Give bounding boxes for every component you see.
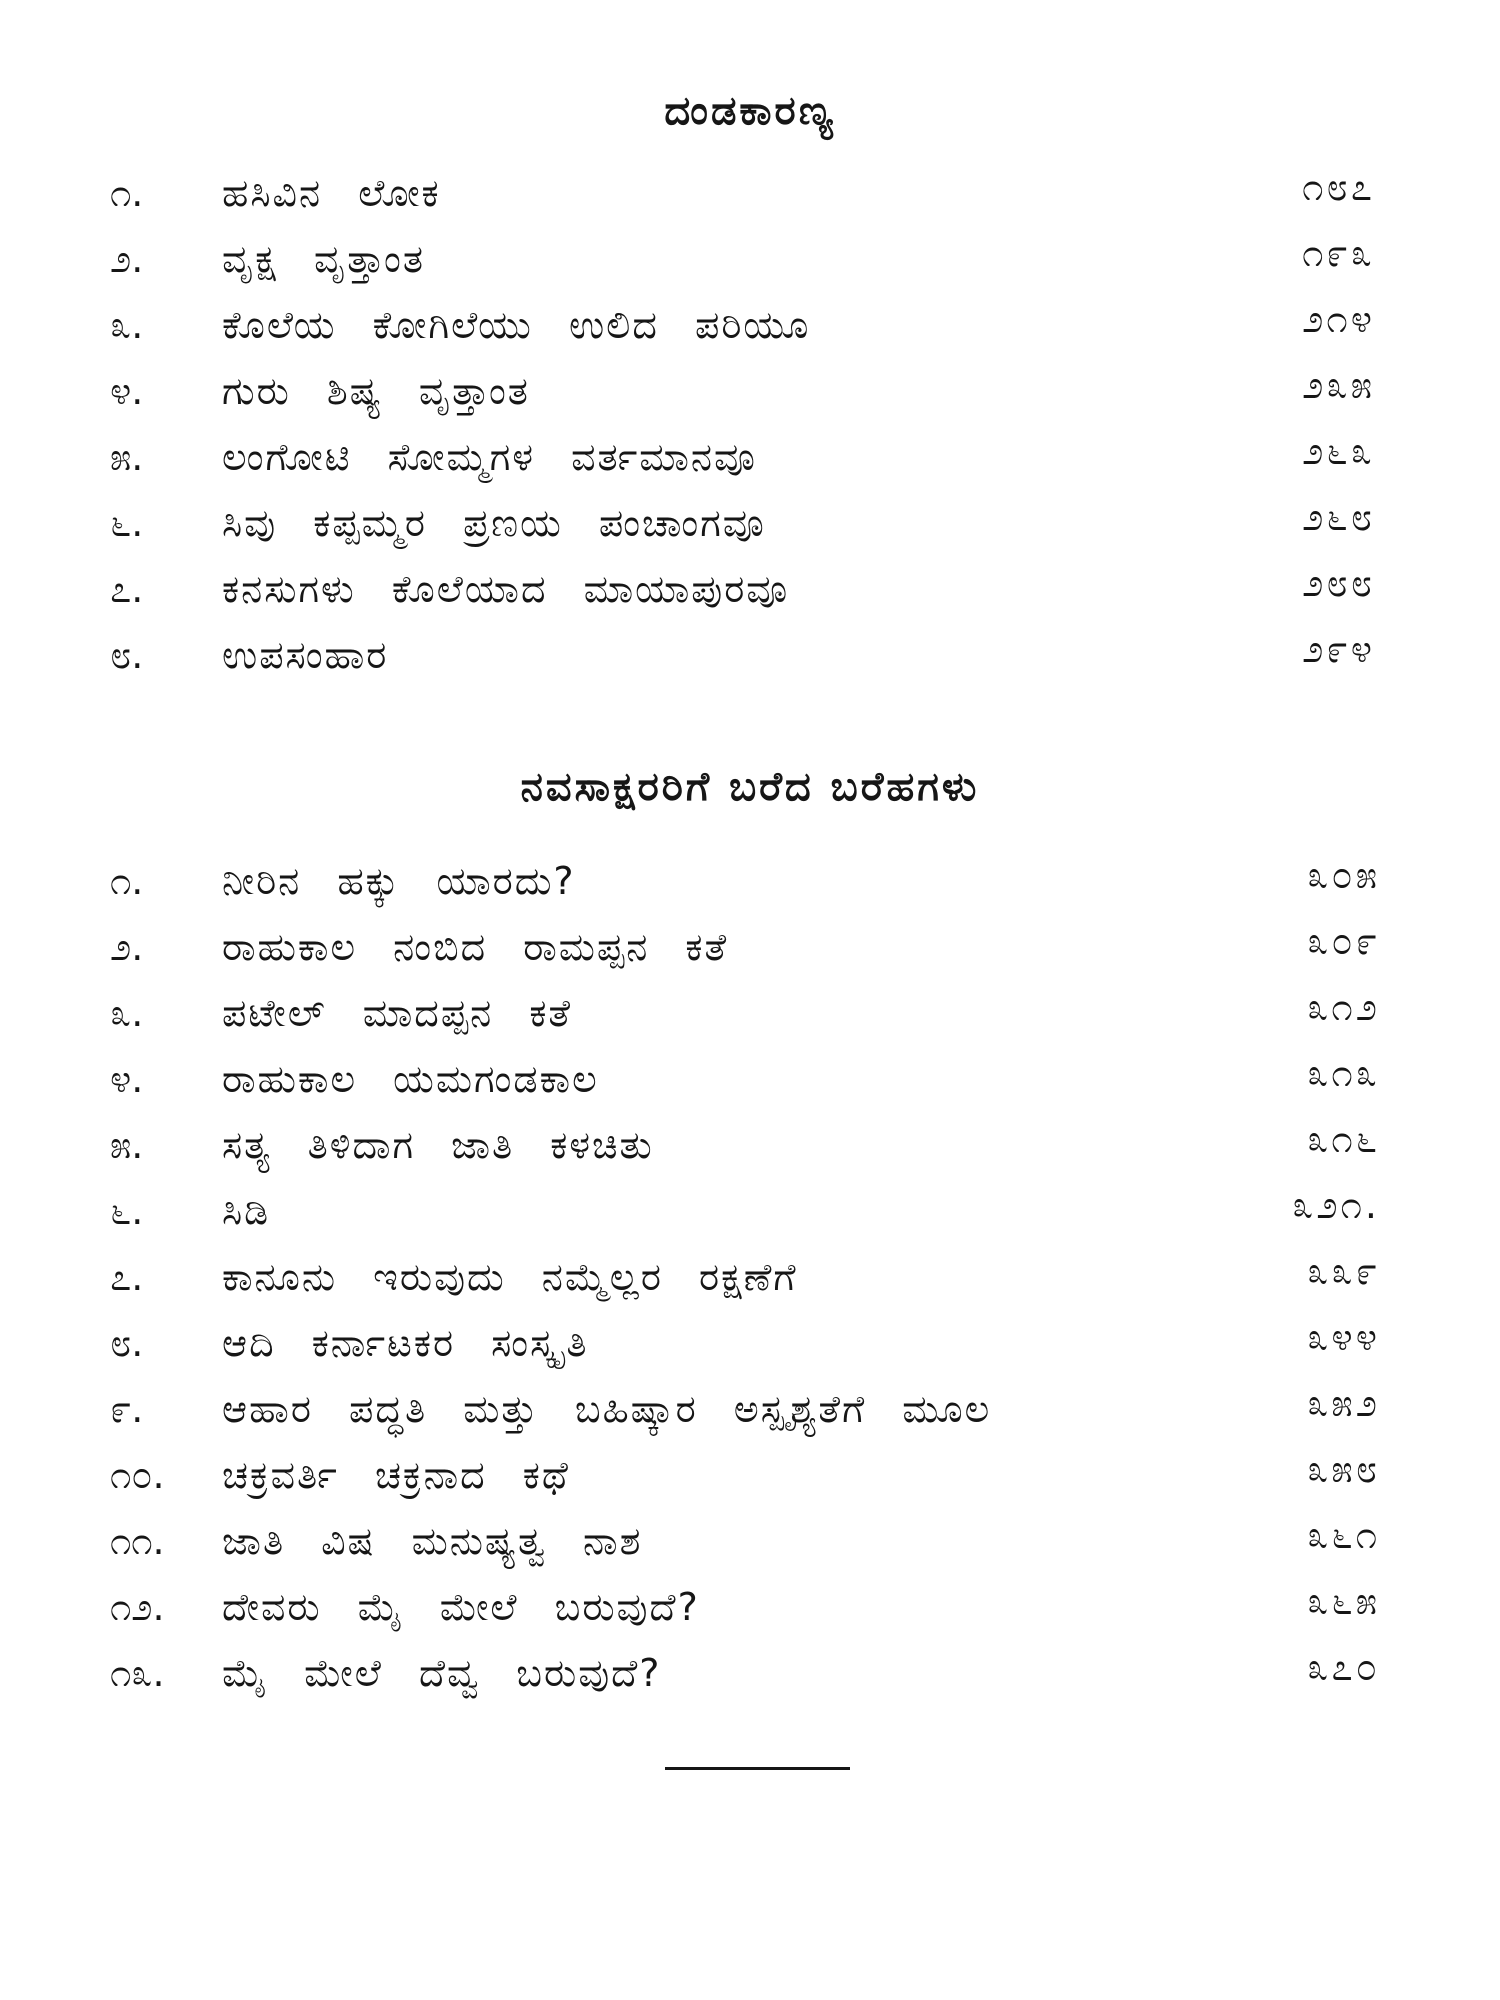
entry-number: ೧.: [110, 171, 144, 215]
toc-entry: [0, 424, 1500, 490]
entry-number: ೧೧.: [110, 1519, 165, 1563]
toc-entry: [0, 1574, 1500, 1640]
entry-number: ೮.: [110, 633, 144, 677]
entry-number: ೬.: [110, 501, 144, 545]
toc-entry: [0, 556, 1500, 622]
entry-page-number: ೩೨೧.: [1292, 1183, 1380, 1227]
entry-number: ೯.: [110, 1387, 144, 1431]
entry-number: ೧.: [110, 859, 144, 903]
toc-list: [0, 848, 1500, 1706]
entry-title: ಉಪಸಂಹಾರ: [222, 633, 389, 677]
entry-page-number: ೨೬೩: [1302, 429, 1375, 473]
toc-entry: [0, 622, 1500, 688]
entry-title: ಆಹಾರ ಪದ್ಧತಿ ಮತ್ತು ಬಹಿಷ್ಕಾರ ಅಸ್ಪೃಶ್ಯತೆಗೆ ಮೂಲ: [222, 1387, 992, 1431]
entry-title: ಚಕ್ರವರ್ತಿ ಚಕ್ರನಾದ ಕಥೆ: [222, 1453, 570, 1497]
toc-entry: [0, 1046, 1500, 1112]
entry-title: ಸಿಡಿ: [222, 1189, 271, 1233]
entry-page-number: ೧೯೩: [1302, 231, 1375, 275]
toc-entry: [0, 160, 1500, 226]
toc-entry: [0, 1442, 1500, 1508]
toc-entry: [0, 914, 1500, 980]
entry-title: ಜಾತಿ ವಿಷ ಮನುಷ್ಯತ್ವ ನಾಶ: [222, 1519, 643, 1563]
entry-number: ೩.: [110, 991, 144, 1035]
entry-title: ಲಂಗೋಟಿ ಸೋಮ್ಮಗಳ ವರ್ತಮಾನವೂ: [222, 435, 757, 479]
toc-entry: [0, 226, 1500, 292]
entry-number: ೭.: [110, 1255, 144, 1299]
entry-title: ಸಿವು ಕಪ್ಪಮ್ಮರ ಪ್ರಣಯ ಪಂಚಾಂಗವೂ: [222, 501, 766, 545]
entry-title: ಆದಿ ಕರ್ನಾಟಕರ ಸಂಸ್ಕೃತಿ: [222, 1321, 589, 1365]
entry-page-number: ೩೧೩: [1307, 1051, 1380, 1095]
entry-page-number: ೩೦೫: [1307, 853, 1380, 897]
entry-page-number: ೩೬೫: [1307, 1579, 1380, 1623]
entry-number: ೩.: [110, 303, 144, 347]
entry-page-number: ೩೪೪: [1307, 1315, 1380, 1359]
entry-page-number: ೧೮೭: [1302, 165, 1375, 209]
section-title: ದಂಡಕಾರಣ್ಯ: [664, 88, 836, 134]
toc-entry: [0, 848, 1500, 914]
toc-entry: [0, 490, 1500, 556]
end-divider-rule: [665, 1767, 850, 1770]
entry-title: ದೇವರು ಮೈ ಮೇಲೆ ಬರುವುದೆ?: [222, 1585, 700, 1629]
entry-title: ಕಾನೂನು ಇರುವುದು ನಮ್ಮೆಲ್ಲರ ರಕ್ಷಣೆಗೆ: [222, 1255, 798, 1299]
entry-number: ೭.: [110, 567, 144, 611]
toc-list: [0, 160, 1500, 688]
toc-entry: [0, 1376, 1500, 1442]
entry-title: ಪಟೇಲ್ ಮಾದಪ್ಪನ ಕತೆ: [222, 991, 573, 1035]
entry-number: ೧೦.: [110, 1453, 165, 1497]
toc-entry: [0, 1310, 1500, 1376]
entry-page-number: ೩೧೬: [1307, 1117, 1380, 1161]
entry-number: ೪.: [110, 1057, 144, 1101]
entry-page-number: ೩೫೮: [1307, 1447, 1380, 1491]
entry-number: ೨.: [110, 237, 144, 281]
entry-number: ೪.: [110, 369, 144, 413]
toc-entry: [0, 1244, 1500, 1310]
entry-title: ಸತ್ಯ ತಿಳಿದಾಗ ಜಾತಿ ಕಳಚಿತು: [222, 1123, 654, 1167]
entry-title: ಗುರು ಶಿಷ್ಯ ವೃತ್ತಾಂತ: [222, 369, 530, 413]
entry-page-number: ೩೦೯: [1307, 919, 1380, 963]
entry-page-number: ೨೧೪: [1302, 297, 1375, 341]
entry-page-number: ೩೧೨: [1307, 985, 1380, 1029]
entry-page-number: ೩೬೧: [1307, 1513, 1380, 1557]
entry-title: ಹಸಿವಿನ ಲೋಕ: [222, 171, 441, 215]
entry-title: ನೀರಿನ ಹಕ್ಕು ಯಾರದು?: [222, 859, 576, 903]
entry-number: ೫.: [110, 1123, 144, 1167]
entry-page-number: ೩೩೯: [1307, 1249, 1380, 1293]
toc-entry: [0, 358, 1500, 424]
toc-entry: [0, 1640, 1500, 1706]
toc-entry: [0, 292, 1500, 358]
entry-number: ೧೩.: [110, 1651, 165, 1695]
toc-entry: [0, 1112, 1500, 1178]
entry-title: ರಾಹುಕಾಲ ಯಮಗಂಡಕಾಲ: [222, 1057, 599, 1101]
toc-entry: [0, 1508, 1500, 1574]
entry-title: ರಾಹುಕಾಲ ನಂಬಿದ ರಾಮಪ್ಪನ ಕತೆ: [222, 925, 729, 969]
entry-number: ೧೨.: [110, 1585, 165, 1629]
entry-title: ಕೊಲೆಯ ಕೋಗಿಲೆಯು ಉಲಿದ ಪರಿಯೂ: [222, 303, 811, 347]
entry-page-number: ೨೬೮: [1302, 495, 1375, 539]
toc-entry: [0, 980, 1500, 1046]
entry-title: ಮೈ ಮೇಲೆ ದೆವ್ವ ಬರುವುದೆ?: [222, 1651, 662, 1695]
entry-number: ೨.: [110, 925, 144, 969]
toc-entry: [0, 1178, 1500, 1244]
entry-page-number: ೨೩೫: [1302, 363, 1375, 407]
entry-number: ೫.: [110, 435, 144, 479]
entry-title: ವೃಕ್ಷ ವೃತ್ತಾಂತ: [222, 237, 425, 281]
entry-page-number: ೨೯೪: [1302, 627, 1375, 671]
entry-number: ೬.: [110, 1189, 144, 1233]
entry-page-number: ೩೫೨: [1307, 1381, 1380, 1425]
entry-title: ಕನಸುಗಳು ಕೊಲೆಯಾದ ಮಾಯಾಪುರವೂ: [222, 567, 790, 611]
section-title: ನವಸಾಕ್ಷರರಿಗೆ ಬರೆದ ಬರೆಹಗಳು: [520, 764, 980, 810]
entry-number: ೮.: [110, 1321, 144, 1365]
entry-page-number: ೩೭೦: [1307, 1645, 1380, 1689]
entry-page-number: ೨೮೮: [1302, 561, 1375, 605]
